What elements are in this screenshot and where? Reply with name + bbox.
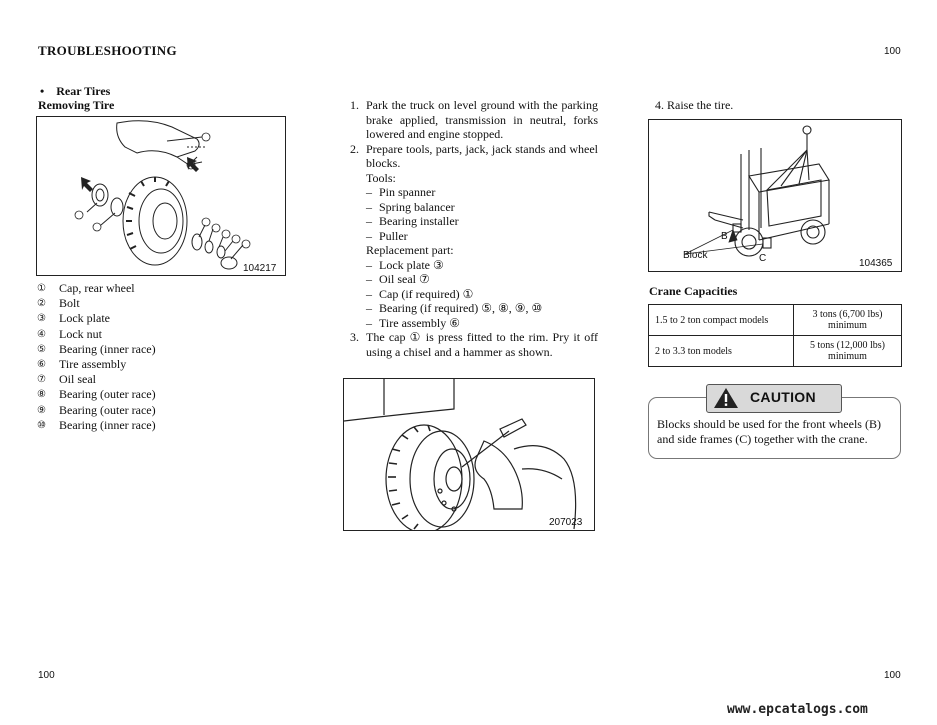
part-label: Bearing (outer race): [59, 402, 156, 417]
step-text: Prepare tools, parts, jack, jack stands and wheel blocks.: [366, 141, 598, 170]
list-item: [350, 287, 598, 302]
label-block: Block: [683, 250, 708, 261]
exploded-tire-diagram: [37, 117, 285, 275]
step-number: 1.: [350, 98, 359, 112]
figure-code: 104217: [243, 263, 277, 274]
bullet: •: [40, 84, 45, 98]
step-number: 3.: [350, 330, 359, 344]
dash: –: [366, 185, 372, 199]
part-label: Bearing (inner race): [59, 417, 156, 432]
subsubheading: Removing Tire: [38, 98, 115, 112]
list-item: [37, 418, 156, 433]
figure-code: 207023: [549, 517, 583, 528]
replacement-item: Oil seal ⑦: [379, 272, 430, 286]
warning-triangle-icon: [713, 387, 739, 409]
section-title: TROUBLESHOOTING: [38, 43, 177, 58]
part-number: ⑥: [37, 359, 46, 371]
figure-raise-tire: [648, 119, 902, 272]
tool-item: Pin spanner: [379, 185, 436, 199]
step-text: The cap ① is press fitted to the rim. Pry it off using a chisel and a hammer as shown.: [366, 330, 598, 359]
part-label: Bearing (outer race): [59, 387, 156, 402]
capacity-main: 5 tons (12,000 lbs): [810, 339, 885, 351]
list-item: [350, 301, 598, 316]
dash: –: [366, 228, 372, 243]
list-item: [37, 387, 156, 402]
figure-code: 104365: [859, 258, 893, 269]
list-item: [350, 200, 598, 215]
page-number-top: 100: [884, 46, 901, 57]
subheading: [40, 84, 110, 99]
list-item: [37, 327, 156, 342]
model-cell: 2 to 3.3 ton models: [649, 336, 794, 367]
capacity-cell: [794, 305, 902, 336]
list-item: [350, 185, 598, 200]
part-label: Bearing (inner race): [59, 341, 156, 356]
page-number-bottom-right: 100: [884, 670, 901, 681]
page-number-bottom-left: 100: [38, 670, 55, 681]
crane-capacities-table: [648, 304, 902, 367]
dash: –: [366, 199, 372, 214]
figure-removing-tire: [36, 116, 286, 276]
step-number: 2.: [350, 141, 359, 156]
part-label: Tire assembly: [59, 357, 127, 372]
capacity-cell: [794, 336, 902, 367]
capacity-main: 3 tons (6,700 lbs): [812, 308, 883, 320]
dash: –: [366, 257, 372, 272]
part-number: ③: [37, 313, 46, 325]
part-label: Oil seal: [59, 372, 96, 387]
list-item: [350, 272, 598, 287]
list-item: [37, 342, 156, 357]
list-item: [350, 258, 598, 273]
part-number: ⑩: [37, 419, 46, 431]
tools-label: Tools:: [366, 170, 396, 185]
list-item: [37, 311, 156, 326]
list-item: [37, 403, 156, 418]
list-item: [37, 372, 156, 387]
watermark: www.epcatalogs.com: [727, 702, 868, 717]
part-number: ②: [37, 298, 46, 310]
dash: –: [366, 301, 372, 315]
list-item: [350, 229, 598, 244]
step-1: [350, 98, 598, 142]
label-b: B: [721, 231, 728, 242]
model-cell: 1.5 to 2 ton compact models: [649, 305, 794, 336]
replacement-item: Lock plate ③: [379, 257, 444, 272]
part-number: ①: [37, 283, 46, 294]
step-2: [350, 142, 598, 171]
tool-item: Puller: [379, 228, 408, 243]
step-4: 4. Raise the tire.: [655, 98, 734, 112]
procedure-steps: [350, 98, 598, 359]
part-number: ⑤: [37, 343, 46, 355]
crane-capacities-title: Crane Capacities: [649, 284, 738, 298]
step-text: Park the truck on level ground with the parking brake applied, transmission in neutral, forks lowered and engine stopped.: [366, 98, 598, 141]
caution-label: CAUTION: [750, 389, 816, 405]
part-number: ④: [37, 328, 46, 340]
forklift-crane-illustration: [649, 120, 901, 271]
capacity-note: minimum: [828, 351, 867, 362]
part-number: ⑦: [37, 374, 46, 386]
step-3: [350, 330, 598, 359]
part-label: Bolt: [59, 296, 80, 311]
tool-item: Bearing installer: [379, 214, 459, 228]
figure-pry-cap: [343, 378, 595, 531]
part-label: Cap, rear wheel: [59, 281, 135, 295]
dash: –: [366, 315, 372, 330]
table-row: [649, 305, 902, 336]
replacement-item: Tire assembly ⑥: [379, 315, 460, 330]
dash: –: [366, 286, 372, 301]
subheading-text: Rear Tires: [56, 84, 111, 98]
pry-cap-illustration: [344, 379, 594, 530]
list-item: [350, 316, 598, 331]
replacement-item: Cap (if required) ①: [379, 286, 474, 301]
part-label: Lock plate: [59, 311, 110, 326]
replacement-label: Replacement part:: [366, 243, 454, 257]
capacity-note: minimum: [828, 320, 867, 331]
label-c: C: [759, 253, 767, 264]
dash: –: [366, 214, 372, 228]
part-number: ⑨: [37, 404, 46, 416]
part-number: ⑧: [37, 389, 46, 401]
parts-list: [37, 281, 156, 433]
caution-text: Blocks should be used for the front wheels (B) and side frames (C) together with the crane.: [657, 417, 881, 446]
list-item: [37, 281, 156, 296]
list-item: [37, 296, 156, 311]
dash: –: [366, 272, 372, 286]
tool-item: Spring balancer: [379, 199, 455, 214]
replacement-item: Bearing (if required) ⑤, ⑧, ⑨, ⑩: [379, 301, 543, 315]
part-label: Lock nut: [59, 326, 102, 341]
list-item: [350, 214, 598, 229]
list-item: [37, 357, 156, 372]
table-row: [649, 336, 902, 367]
